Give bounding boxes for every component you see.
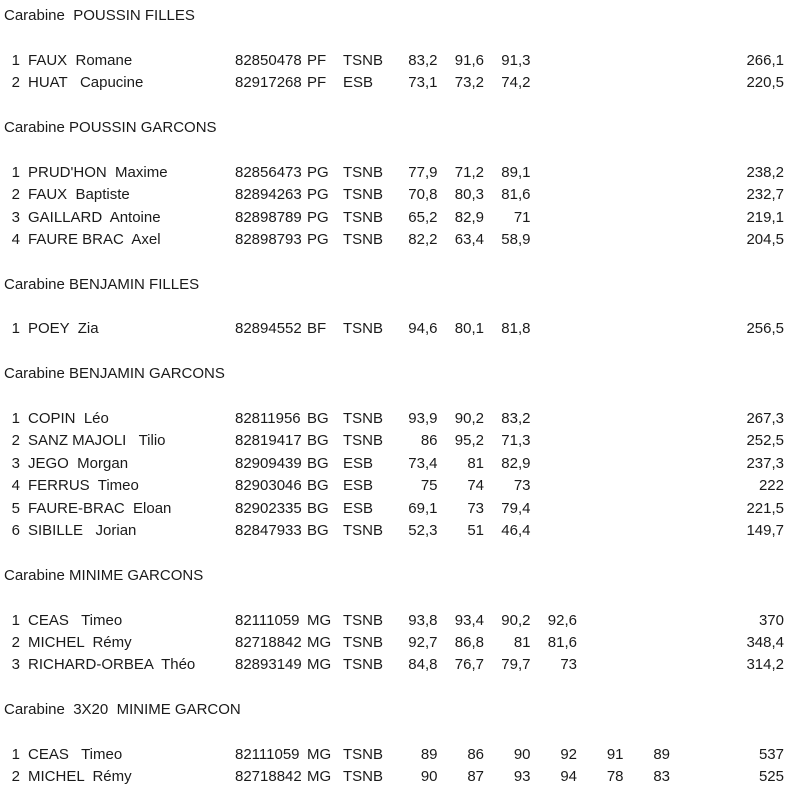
score-cell xyxy=(624,229,671,251)
category-code: BF xyxy=(307,320,327,338)
license-number: 82811956 xyxy=(235,410,301,428)
club-code: TSNB xyxy=(343,768,384,785)
club-code: TSNB xyxy=(343,230,384,248)
total-score: 314,2 xyxy=(746,656,784,674)
license-number: 82718842 xyxy=(235,633,302,651)
category-code: BG xyxy=(307,499,329,517)
license-number: 82718842 xyxy=(235,768,302,785)
score-cell xyxy=(577,498,624,520)
spacer xyxy=(4,587,784,609)
score-cell xyxy=(531,498,578,520)
license-number: 82894552 xyxy=(235,320,302,338)
name-cell: CEAS Timeo xyxy=(28,745,123,763)
rank-cell: 3 xyxy=(11,656,20,674)
name-cell: COPIN Léo xyxy=(28,410,109,428)
total-score: 220,5 xyxy=(746,74,784,92)
results-section xyxy=(4,117,784,251)
club-code: TSNB xyxy=(343,432,384,450)
score-cell: 92 xyxy=(560,745,577,763)
score-cell xyxy=(531,229,578,251)
score-cell: 71,3 xyxy=(501,432,531,450)
score-cell xyxy=(624,654,671,676)
name-cell: MICHEL Rémy xyxy=(28,633,132,651)
category-code: MG xyxy=(307,633,332,651)
score-cell xyxy=(624,498,671,520)
score-cell: 46,4 xyxy=(501,521,531,539)
category-code: MG xyxy=(307,611,332,629)
total-score: 348,4 xyxy=(746,633,784,651)
score-cell: 92,7 xyxy=(408,633,438,651)
rank-cell: 4 xyxy=(11,230,20,248)
result-row xyxy=(4,498,784,520)
score-cell xyxy=(531,475,578,497)
license-number: 82909439 xyxy=(235,454,302,472)
rank-cell: 5 xyxy=(11,499,20,517)
score-cell: 95,2 xyxy=(454,432,484,450)
score-cell: 90 xyxy=(513,745,531,763)
rank-cell: 2 xyxy=(11,186,20,204)
score-cell: 93,8 xyxy=(408,611,438,629)
score-cell: 93,4 xyxy=(454,611,484,629)
club-code: TSNB xyxy=(343,163,384,181)
section-title: Carabine POUSSIN FILLES xyxy=(4,7,195,24)
name-cell: PRUD'HON Maxime xyxy=(28,163,168,181)
score-cell xyxy=(624,318,671,340)
section-title: Carabine BENJAMIN GARCONS xyxy=(4,365,225,383)
name-cell: GAILLARD Antoine xyxy=(28,208,161,226)
rank-cell: 2 xyxy=(11,432,20,450)
score-cell xyxy=(624,162,671,184)
category-code: PG xyxy=(307,163,329,181)
score-cell: 81,6 xyxy=(501,186,531,204)
name-cell: HUAT Capucine xyxy=(28,74,144,92)
score-cell xyxy=(577,408,624,430)
score-cell xyxy=(577,162,624,184)
score-cell: 65,2 xyxy=(408,208,438,226)
category-code: BG xyxy=(307,477,329,495)
spacer xyxy=(4,27,784,49)
score-cell xyxy=(624,453,671,475)
score-cell: 82,2 xyxy=(408,230,438,248)
score-cell xyxy=(531,50,578,72)
score-cell: 77,9 xyxy=(408,163,438,181)
category-code: BG xyxy=(307,521,329,539)
category-code: BG xyxy=(307,432,329,450)
score-cell xyxy=(577,520,624,542)
total-score: 221,5 xyxy=(746,499,784,517)
score-cell: 74 xyxy=(467,477,484,495)
score-cell: 73 xyxy=(513,477,531,495)
rank-cell: 2 xyxy=(11,74,20,92)
result-row xyxy=(4,229,784,251)
rank-cell: 2 xyxy=(11,768,20,785)
category-code: MG xyxy=(307,768,332,785)
score-cell xyxy=(577,207,624,229)
club-code: TSNB xyxy=(343,633,384,651)
score-cell: 70,8 xyxy=(408,186,438,204)
total-score: 266,1 xyxy=(746,51,784,69)
score-cell: 73 xyxy=(467,499,484,517)
spacer xyxy=(4,722,784,744)
score-cell: 84,8 xyxy=(408,656,438,674)
score-cell: 89,1 xyxy=(501,163,531,181)
score-cell: 80,1 xyxy=(454,320,484,338)
score-cell: 89 xyxy=(420,745,438,763)
total-score: 370 xyxy=(758,611,784,629)
name-cell: FERRUS Timeo xyxy=(28,477,139,495)
score-cell: 93,9 xyxy=(408,410,438,428)
total-score: 537 xyxy=(758,745,784,763)
name-cell: RICHARD-ORBEA Théo xyxy=(28,656,196,674)
name-cell: FAURE-BRAC Eloan xyxy=(28,499,172,517)
section-title: Carabine POUSSIN GARCONS xyxy=(4,118,217,136)
license-number: 82111059 xyxy=(235,745,300,763)
score-cell xyxy=(531,184,578,206)
score-cell: 81 xyxy=(467,454,484,472)
result-row xyxy=(4,408,784,430)
score-cell: 86,8 xyxy=(454,633,484,651)
rank-cell: 1 xyxy=(11,51,20,69)
result-row xyxy=(4,162,784,184)
spacer xyxy=(4,139,784,161)
club-code: TSNB xyxy=(343,611,384,629)
score-cell: 94,6 xyxy=(408,320,438,338)
rank-cell: 1 xyxy=(11,163,20,181)
category-code: MG xyxy=(307,656,332,674)
total-score: 237,3 xyxy=(746,454,784,472)
score-cell xyxy=(531,430,578,452)
score-cell xyxy=(577,229,624,251)
score-cell xyxy=(577,475,624,497)
total-score: 525 xyxy=(758,768,784,785)
result-row xyxy=(4,184,784,206)
category-code: BG xyxy=(307,454,329,472)
score-cell: 90,2 xyxy=(501,611,531,629)
score-cell: 81,8 xyxy=(501,320,531,338)
score-cell: 52,3 xyxy=(408,521,438,539)
score-cell: 83,2 xyxy=(501,410,531,428)
score-cell: 93 xyxy=(513,768,531,785)
score-cell: 71,2 xyxy=(454,163,484,181)
score-cell xyxy=(577,610,624,632)
score-cell: 51 xyxy=(467,521,484,539)
score-cell: 79,4 xyxy=(501,499,531,517)
name-cell: FAUX Baptiste xyxy=(28,186,130,204)
club-code: ESB xyxy=(343,454,374,472)
score-cell: 90,2 xyxy=(454,410,484,428)
license-number: 82898793 xyxy=(235,230,302,248)
score-cell xyxy=(624,610,671,632)
result-row xyxy=(4,744,784,766)
score-cell xyxy=(624,632,671,654)
score-cell xyxy=(624,408,671,430)
spacer xyxy=(4,386,784,408)
spacer xyxy=(4,296,784,318)
total-score: 238,2 xyxy=(746,163,784,181)
license-number: 82893149 xyxy=(235,656,302,674)
score-cell xyxy=(531,453,578,475)
total-score: 149,7 xyxy=(746,521,784,539)
score-cell xyxy=(624,184,671,206)
score-cell xyxy=(577,632,624,654)
result-row xyxy=(4,50,784,72)
category-code: BG xyxy=(307,410,329,428)
score-cell: 79,7 xyxy=(501,656,531,674)
score-cell: 86 xyxy=(420,432,438,450)
name-cell: POEY Zia xyxy=(28,320,99,338)
result-row xyxy=(4,430,784,452)
total-score: 204,5 xyxy=(746,230,784,248)
rank-cell: 1 xyxy=(11,611,20,629)
score-cell: 83 xyxy=(653,768,670,785)
score-cell: 71 xyxy=(513,208,531,226)
score-cell: 76,7 xyxy=(454,656,484,674)
license-number: 82894263 xyxy=(235,186,302,204)
category-code: MG xyxy=(307,745,332,763)
results-section xyxy=(4,363,784,542)
club-code: TSNB xyxy=(343,656,384,674)
category-code: PG xyxy=(307,230,329,248)
result-row xyxy=(4,207,784,229)
score-cell xyxy=(577,453,624,475)
score-cell xyxy=(577,430,624,452)
category-code: PF xyxy=(307,51,327,69)
category-code: PG xyxy=(307,208,329,226)
score-cell: 81,6 xyxy=(547,633,577,651)
score-cell: 87 xyxy=(467,768,484,785)
result-row xyxy=(4,520,784,542)
category-code: PF xyxy=(307,74,327,92)
result-row xyxy=(4,610,784,632)
score-cell: 91 xyxy=(606,745,624,763)
result-row xyxy=(4,632,784,654)
score-cell xyxy=(531,162,578,184)
total-score: 219,1 xyxy=(746,208,784,226)
results-section xyxy=(4,565,784,677)
name-cell: CEAS Timeo xyxy=(28,611,123,629)
result-row xyxy=(4,654,784,676)
name-cell: FAUX Romane xyxy=(28,51,133,69)
score-cell xyxy=(624,207,671,229)
score-cell: 58,9 xyxy=(501,230,531,248)
score-cell xyxy=(531,520,578,542)
score-cell xyxy=(531,207,578,229)
score-cell xyxy=(624,430,671,452)
section-title: Carabine BENJAMIN FILLES xyxy=(4,275,200,293)
score-cell: 69,1 xyxy=(408,499,438,517)
section-title: Carabine 3X20 MINIME GARCON xyxy=(4,701,241,719)
score-cell xyxy=(624,72,671,94)
license-number: 82917268 xyxy=(235,74,302,92)
license-number: 82850478 xyxy=(235,51,302,69)
score-cell xyxy=(624,50,671,72)
section-title: Carabine MINIME GARCONS xyxy=(4,566,204,584)
result-row xyxy=(4,766,784,785)
result-row xyxy=(4,453,784,475)
score-cell: 92,6 xyxy=(547,611,577,629)
rank-cell: 1 xyxy=(11,745,20,763)
score-cell xyxy=(577,72,624,94)
score-cell xyxy=(531,318,578,340)
score-cell: 91,3 xyxy=(501,51,531,69)
club-code: TSNB xyxy=(343,745,384,763)
results-section xyxy=(4,699,784,785)
name-cell: MICHEL Rémy xyxy=(28,768,132,785)
score-cell: 91,6 xyxy=(454,51,484,69)
club-code: ESB xyxy=(343,74,374,92)
club-code: TSNB xyxy=(343,320,384,338)
name-cell: SANZ MAJOLI Tilio xyxy=(28,432,166,450)
rank-cell: 2 xyxy=(11,633,20,651)
rank-cell: 1 xyxy=(11,410,20,428)
score-cell: 83,2 xyxy=(408,51,438,69)
score-cell xyxy=(577,654,624,676)
score-cell: 80,3 xyxy=(454,186,484,204)
name-cell: JEGO Morgan xyxy=(28,454,129,472)
club-code: TSNB xyxy=(343,410,384,428)
score-cell: 82,9 xyxy=(501,454,531,472)
license-number: 82898789 xyxy=(235,208,302,226)
license-number: 82819417 xyxy=(235,432,302,450)
result-row xyxy=(4,72,784,94)
score-cell: 90 xyxy=(420,768,438,785)
total-score: 232,7 xyxy=(746,186,784,204)
rank-cell: 4 xyxy=(11,477,20,495)
score-cell: 73 xyxy=(560,656,577,674)
rank-cell: 6 xyxy=(11,521,20,539)
license-number: 82847933 xyxy=(235,521,302,539)
score-cell: 74,2 xyxy=(501,74,531,92)
club-code: TSNB xyxy=(343,521,384,539)
score-cell: 75 xyxy=(420,477,438,495)
result-row xyxy=(4,318,784,340)
result-row xyxy=(4,475,784,497)
score-cell xyxy=(577,184,624,206)
club-code: ESB xyxy=(343,499,374,517)
score-cell: 89 xyxy=(653,745,670,763)
name-cell: SIBILLE Jorian xyxy=(28,521,137,539)
license-number: 82856473 xyxy=(235,163,302,181)
score-cell: 82,9 xyxy=(454,208,484,226)
score-cell xyxy=(531,72,578,94)
score-cell xyxy=(577,318,624,340)
score-cell: 78 xyxy=(606,768,624,785)
total-score: 252,5 xyxy=(746,432,784,450)
score-cell: 73,1 xyxy=(408,74,438,92)
score-cell: 86 xyxy=(467,745,484,763)
score-cell: 73,2 xyxy=(454,74,484,92)
club-code: ESB xyxy=(343,477,374,495)
rank-cell: 1 xyxy=(11,320,20,338)
total-score: 267,3 xyxy=(746,410,784,428)
results-section xyxy=(4,5,784,95)
score-cell xyxy=(577,50,624,72)
category-code: PG xyxy=(307,186,329,204)
score-cell: 81 xyxy=(513,633,531,651)
license-number: 82111059 xyxy=(235,611,300,629)
name-cell: FAURE BRAC Axel xyxy=(28,230,161,248)
license-number: 82902335 xyxy=(235,499,302,517)
rank-cell: 3 xyxy=(11,454,20,472)
total-score: 222 xyxy=(758,477,784,495)
score-cell: 63,4 xyxy=(454,230,484,248)
club-code: TSNB xyxy=(343,186,384,204)
score-cell: 73,4 xyxy=(408,454,438,472)
club-code: TSNB xyxy=(343,51,384,69)
license-number: 82903046 xyxy=(235,477,302,495)
club-code: TSNB xyxy=(343,208,384,226)
results-section xyxy=(4,274,784,341)
score-cell xyxy=(624,475,671,497)
total-score: 256,5 xyxy=(746,320,784,338)
score-cell xyxy=(531,408,578,430)
score-cell xyxy=(624,520,671,542)
rank-cell: 3 xyxy=(11,208,20,226)
score-cell: 94 xyxy=(560,768,577,785)
